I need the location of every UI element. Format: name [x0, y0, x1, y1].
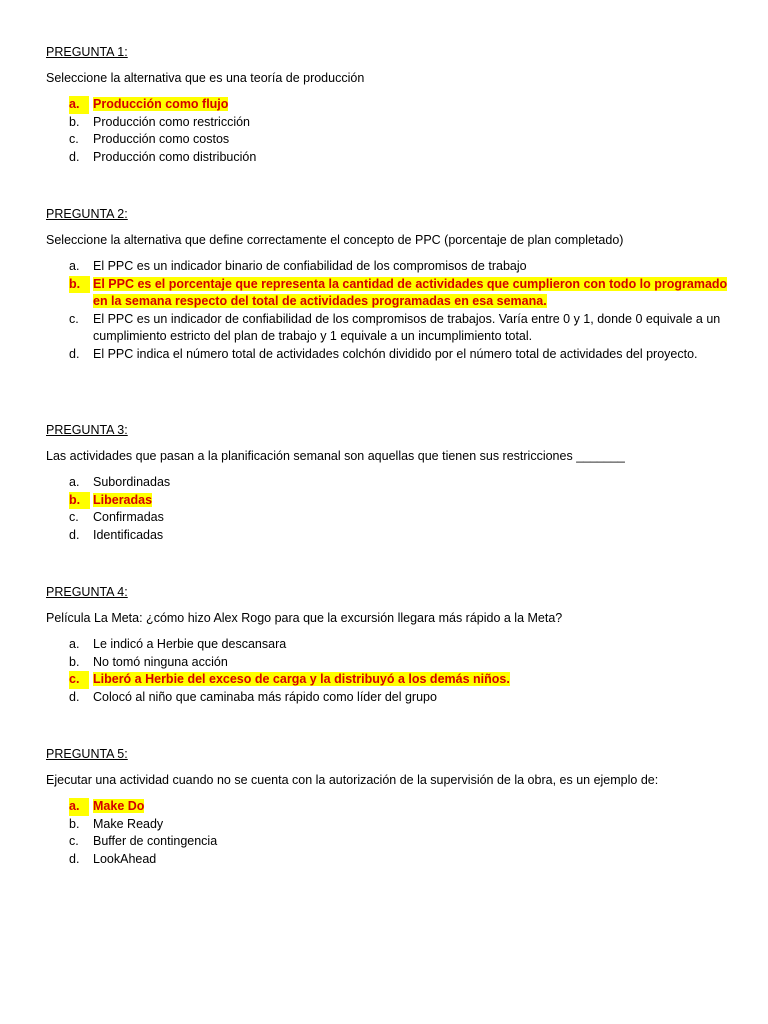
option-c — [46, 833, 736, 851]
option-d — [46, 149, 736, 167]
option-text: Producción como flujo — [93, 97, 229, 111]
option-letter: c. — [69, 510, 79, 525]
option-text: Make Ready — [93, 816, 164, 831]
option-letter: a. — [69, 637, 80, 651]
option-text: No tomó ninguna acción — [93, 654, 228, 669]
question-heading: PREGUNTA 1: — [46, 45, 128, 59]
option-letter: d. — [69, 851, 80, 866]
option-letter: b. — [69, 816, 80, 831]
option-text: Producción como costos — [93, 132, 230, 147]
option-letter: d. — [69, 149, 80, 164]
option-text: El PPC es el porcentaje que representa la cantidad de actividades que cumplieron con todo lo programado en la semana respecto del total de actividades programadas en esa semana. — [93, 276, 728, 309]
option-text: El PPC es un indicador binario de confiabilidad de los compromisos de trabajo — [93, 259, 527, 273]
option-letter: b. — [69, 654, 80, 669]
option-letter: a. — [69, 259, 80, 273]
question-prompt: Las actividades que pasan a la planificación semanal son aquellas que tienen sus restricciones _______ — [46, 449, 625, 463]
option-b — [46, 114, 736, 132]
option-letter: d. — [69, 346, 80, 361]
option-letter: a. — [69, 475, 80, 489]
option-c — [46, 311, 736, 346]
option-b-correct — [46, 492, 736, 510]
option-letter: c. — [69, 132, 79, 147]
question-prompt: Ejecutar una actividad cuando no se cuenta con la autorización de la supervisión de la obra, es un ejemplo de: — [46, 773, 659, 787]
question-1 — [46, 44, 736, 166]
question-3 — [46, 422, 736, 544]
option-d — [46, 527, 736, 545]
option-letter: b. — [69, 492, 90, 510]
option-text: Producción como restricción — [93, 114, 251, 129]
option-text: Producción como distribución — [93, 149, 257, 164]
question-heading: PREGUNTA 4: — [46, 585, 128, 599]
option-letter: d. — [69, 689, 80, 704]
option-b-correct — [46, 276, 736, 311]
option-a-correct — [46, 798, 736, 816]
option-text: Identificadas — [93, 527, 164, 542]
option-letter: c. — [69, 311, 79, 326]
option-b — [46, 816, 736, 834]
question-heading: PREGUNTA 2: — [46, 207, 128, 221]
option-text: LookAhead — [93, 851, 157, 866]
option-text: Liberó a Herbie del exceso de carga y la distribuyó a los demás niños. — [93, 672, 510, 687]
options-list — [46, 96, 736, 166]
option-b — [46, 654, 736, 672]
option-text: Make Do — [93, 799, 145, 813]
option-text: El PPC es un indicador de confiabilidad de los compromisos de trabajos. Varía entre 0 y 1, donde 0 equivale a un cumplimiento estricto del plan de trabajo y 1 equivale a un incumplimiento total. — [93, 311, 721, 344]
option-a-correct — [46, 96, 736, 114]
option-letter: c. — [69, 834, 79, 849]
option-letter: a. — [69, 96, 89, 114]
options-list — [46, 798, 736, 868]
option-letter: b. — [69, 114, 80, 129]
option-text: Subordinadas — [93, 475, 171, 489]
option-text: Colocó al niño que caminaba más rápido como líder del grupo — [93, 689, 437, 704]
question-4 — [46, 584, 736, 706]
option-a — [46, 474, 736, 492]
options-list — [46, 474, 736, 544]
option-text: Confirmadas — [93, 510, 164, 525]
option-d — [46, 689, 736, 707]
option-c-correct — [46, 671, 736, 689]
option-text: Liberadas — [93, 492, 153, 507]
option-letter: c. — [69, 671, 89, 689]
option-c — [46, 509, 736, 527]
option-d — [46, 851, 736, 869]
option-a — [46, 258, 736, 276]
option-text: Buffer de contingencia — [93, 834, 218, 849]
option-a — [46, 636, 736, 654]
option-letter: d. — [69, 527, 80, 542]
question-prompt: Seleccione la alternativa que es una teoría de producción — [46, 71, 365, 85]
options-list — [46, 258, 736, 364]
question-prompt: Película La Meta: ¿cómo hizo Alex Rogo para que la excursión llegara más rápido a la Meta? — [46, 611, 563, 625]
option-text: El PPC indica el número total de actividades colchón dividido por el número total de actividades del proyecto. — [93, 346, 698, 361]
question-heading: PREGUNTA 5: — [46, 747, 128, 761]
question-5 — [46, 746, 736, 868]
question-prompt: Seleccione la alternativa que define correctamente el concepto de PPC (porcentaje de plan completado) — [46, 233, 624, 247]
option-letter: a. — [69, 798, 89, 816]
option-letter: b. — [69, 276, 90, 294]
option-d — [46, 346, 736, 364]
options-list — [46, 636, 736, 706]
option-c — [46, 131, 736, 149]
question-2 — [46, 206, 736, 364]
question-heading: PREGUNTA 3: — [46, 423, 128, 437]
option-text: Le indicó a Herbie que descansara — [93, 637, 287, 651]
